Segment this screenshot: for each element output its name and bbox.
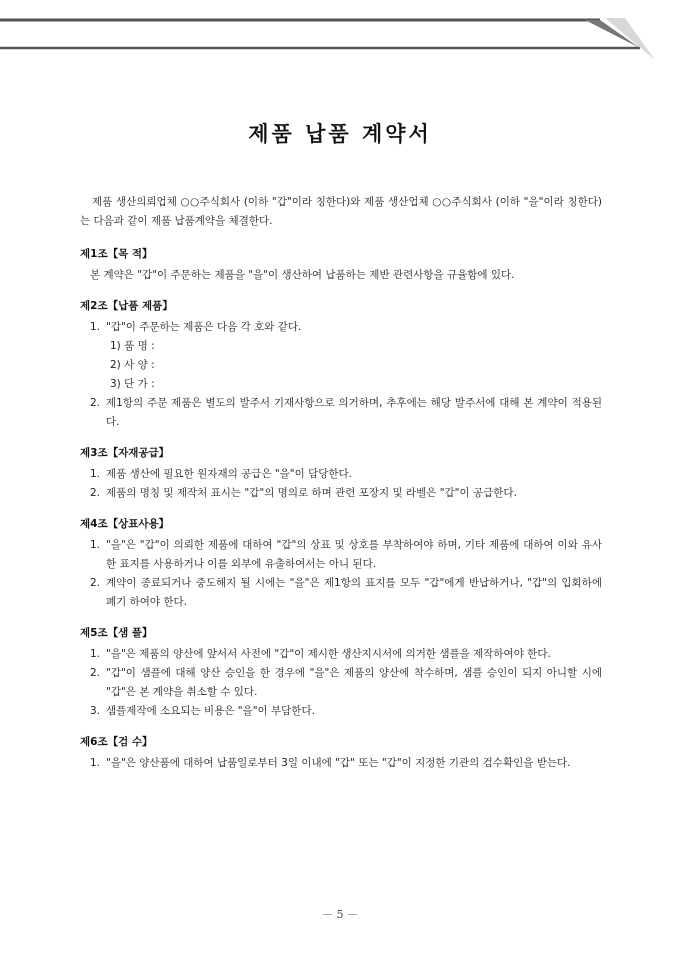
sub-item: 3) 단 가 : [110, 378, 155, 390]
article-text: 본 계약은 "갑"이 주문하는 제품을 "을"이 생산하여 납품하는 제반 관련사항을 규율함에 있다. [90, 269, 515, 281]
document-title: 제품 납품 계약서 [248, 122, 432, 146]
list-item: 1. "을"은 양산품에 대하여 납품일로부터 3일 이내에 "갑" 또는 "갑"이 지정한 기관의 검수확인을 받는다. [90, 757, 571, 769]
article-6 [80, 733, 602, 773]
header-decoration [0, 0, 680, 70]
sub-item: 2) 사 양 : [110, 359, 155, 371]
list-item: 1. 제품 생산에 필요한 원자재의 공급은 "을"이 담당한다. [90, 468, 353, 480]
document-body [80, 193, 602, 785]
article-1 [80, 245, 602, 285]
article-title: 제5조【샘 플】 [80, 627, 153, 639]
list-item: 2. 제품의 명칭 및 제작처 표시는 "갑"의 명의로 하며 관련 포장지 및 라벨은 "갑"이 공급한다. [90, 487, 517, 499]
list-item: 2. 계약이 종료되거나 중도해지 될 시에는 "을"은 제1항의 표지를 모두 "갑"에게 반납하거나, "갑"의 입회하에 폐기 하여야 한다. [90, 577, 602, 608]
article-title: 제6조【검 수】 [80, 736, 153, 748]
article-2 [80, 297, 602, 432]
article-4 [80, 515, 602, 612]
list-item: 2. "갑"이 샘플에 대해 양산 승인을 한 경우에 "을"은 제품의 양산에 착수하며, 샘플 승인이 되지 아니할 시에 "갑"은 본 계약을 취소할 수 있다. [90, 667, 602, 698]
list-item: 1. "을"은 제품의 양산에 앞서서 사전에 "갑"이 제시한 생산지시서에 의거한 샘플을 제작하여야 한다. [90, 648, 551, 660]
article-title: 제3조【자재공급】 [80, 447, 170, 459]
list-item: 1. "을"은 "갑"이 의뢰한 제품에 대하여 "갑"의 상표 및 상호를 부착하여야 하며, 기타 제품에 대하여 이와 유사한 표지를 사용하거나 이를 외부에 유출하여서는 아니 된다. [90, 539, 602, 570]
article-title: 제1조【목 적】 [80, 248, 153, 260]
list-item: 3. 샘플제작에 소요되는 비용은 "을"이 부담한다. [90, 705, 315, 717]
list-item: 2. 제1항의 주문 제품은 별도의 발주서 기재사항으로 의거하며, 추후에는 해당 발주서에 대해 본 계약이 적용된다. [90, 397, 602, 428]
page-number: － 5 － [322, 908, 358, 921]
article-title: 제4조【상표사용】 [80, 518, 170, 530]
article-3 [80, 444, 602, 503]
article-title: 제2조【납품 제품】 [80, 300, 173, 312]
intro-paragraph: 제품 생산의뢰업체 ○○주식회사 (이하 "갑"이라 칭한다)와 제품 생산업체 ○○주식회사 (이하 "을"이라 칭한다)는 다음과 같이 제품 납품계약을 체결한다. [80, 196, 602, 227]
list-item: 1. "갑"이 주문하는 제품은 다음 각 호와 같다. [90, 321, 302, 333]
article-5 [80, 624, 602, 721]
sub-item: 1) 품 명 : [110, 340, 155, 352]
